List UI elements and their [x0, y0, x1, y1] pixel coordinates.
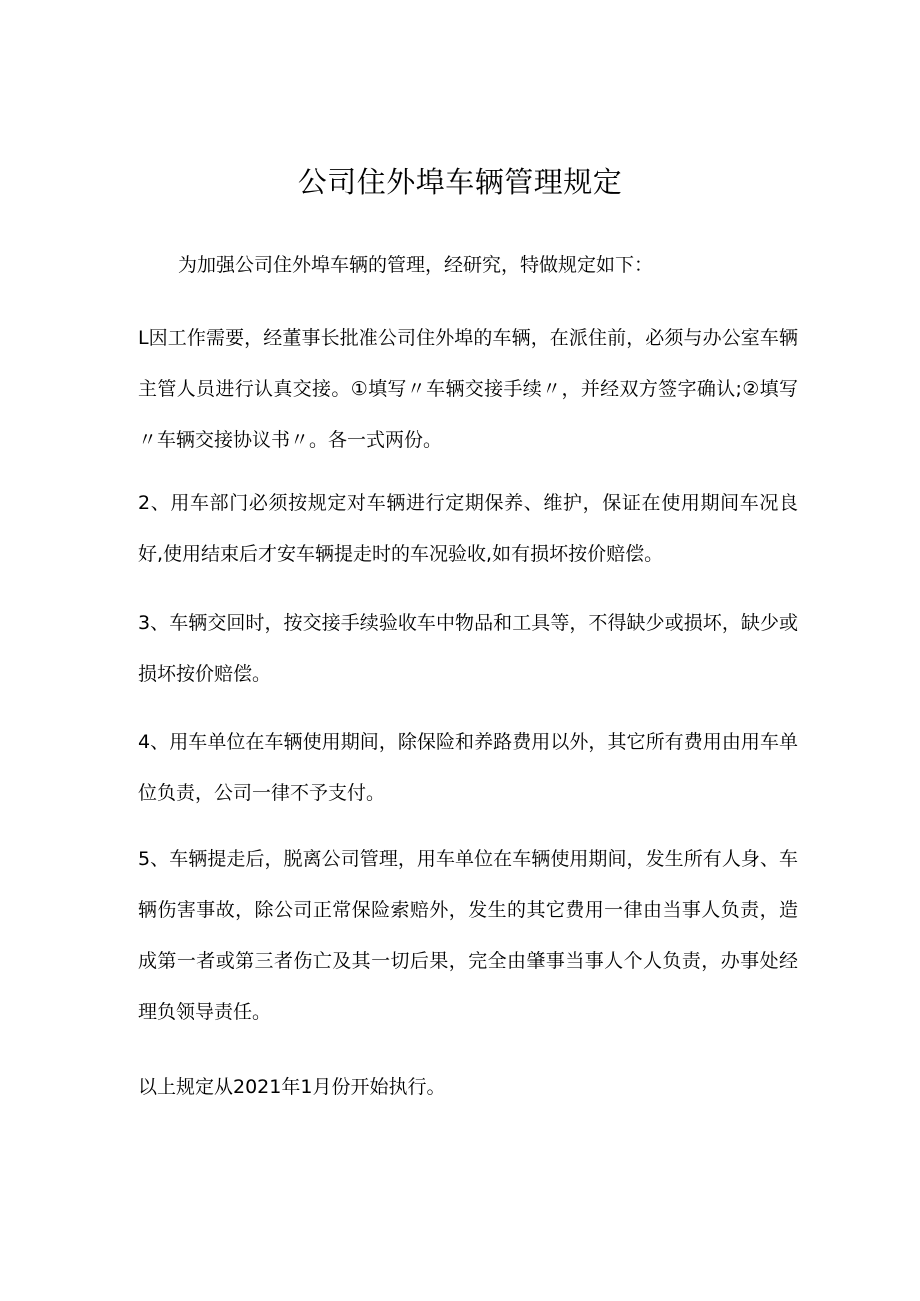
closing-statement: 以上规定从2021年1月份开始执行。 — [138, 1076, 446, 1098]
clause-2: 2、用车部门必须按规定对车辆进行定期保养、维护，保证在使用期间车况良好,使用结束后才安车辆提走时的车况验收,如有损坏按价赔偿。 — [138, 492, 798, 565]
clause-3: 3、车辆交回时，按交接手续验收车中物品和工具等，不得缺少或损坏，缺少或损坏按价赔偿。 — [138, 612, 798, 685]
document-title: 公司住外埠车辆管理规定 — [297, 165, 623, 199]
intro-paragraph: 为加强公司住外埠车辆的管理，经研究，特做规定如下： — [178, 254, 654, 276]
clause-4: 4、用车单位在车辆使用期间，除保险和养路费用以外，其它所有费用由用车单位负责，公司一律不予支付。 — [138, 731, 798, 804]
clause-5: 5、车辆提走后，脱离公司管理，用车单位在车辆使用期间，发生所有人身、车辆伤害事故，除公司正常保险索赔外，发生的其它费用一律由当事人负责，造成第一者或第三者伤亡及其一切后果，完全由肇事当事人个人负责，办事处经理负领导责任。 — [138, 848, 798, 1023]
clause-1: L因工作需要，经董事长批准公司住外埠的车辆，在派住前，必须与办公室车辆主管人员进行认真交接。①填写〃车辆交接手续〃，并经双方签字确认;②填写〃车辆交接协议书〃。各一式两份。 — [138, 327, 798, 451]
